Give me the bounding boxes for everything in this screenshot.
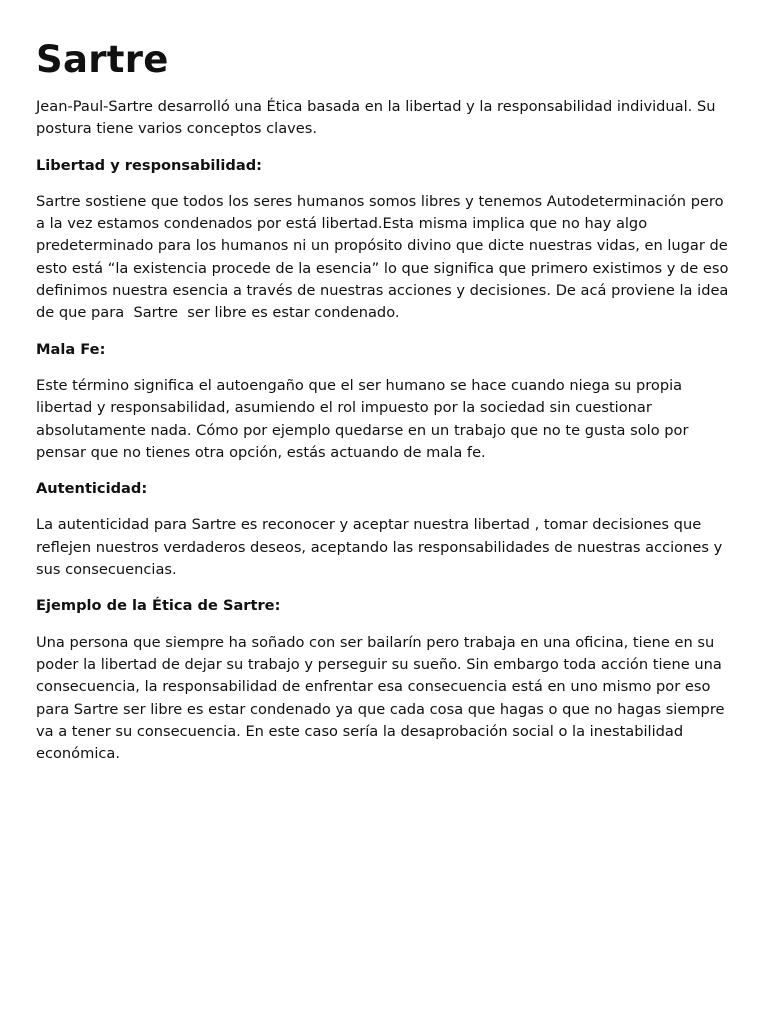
section-body-ejemplo: Una persona que siempre ha soñado con ser bailarín pero trabaja en una oficina, tiene en su poder la libertad de dejar su trabajo y perseguir su sueño. Sin embargo toda acción tiene una consecuencia, la responsabilidad de enfrentar esa consecuencia está en uno mismo por eso para Sartre ser libre es estar condenado ya que cada cosa que hagas o que no hagas siempre va a tener su consecuencia. En este caso sería la desaprobación social o la inestabilidad económica. — [36, 633, 730, 763]
section-body-autenticidad: La autenticidad para Sartre es reconocer y aceptar nuestra libertad , tomar decisiones que reflejen nuestros verdaderos deseos, aceptando las responsabilidades de nuestras acciones y sus consecuencias. — [36, 516, 727, 579]
document-title: Sartre — [36, 38, 169, 81]
section-heading-ejemplo: Ejemplo de la Ética de Sartre: — [36, 597, 281, 615]
section-heading-mala-fe: Mala Fe: — [36, 340, 106, 358]
document-page — [36, 36, 736, 779]
intro-paragraph: Jean-Paul-Sartre desarrolló una Ética basada en la libertad y la responsabilidad individual. Su postura tiene varios conceptos claves. — [36, 98, 721, 138]
section-body-libertad: Sartre sostiene que todos los seres humanos somos libres y tenemos Autodeterminación pero a la vez estamos condenados por está libertad.Esta misma implica que no hay algo predeterminado para los humanos ni un propósito divino que dicte nuestras vidas, en lugar de esto está “la existencia procede de la esencia” lo que significa que primero existimos y de eso definimos nuestra esencia a través de nuestras acciones y decisiones. De acá proviene la idea de que para Sartre ser libre es estar condenado. — [36, 192, 734, 322]
section-heading-libertad: Libertad y responsabilidad: — [36, 156, 262, 174]
section-body-mala-fe: Este término significa el autoengaño que el ser humano se hace cuando niega su propia libertad y responsabilidad, asumiendo el rol impuesto por la sociedad sin cuestionar absolutamente nada. Cómo por ejemplo quedarse en un trabajo que no te gusta solo por pensar que no tienes otra opción, estás actuando de mala fe. — [36, 376, 694, 461]
section-heading-autenticidad: Autenticidad: — [36, 480, 148, 498]
